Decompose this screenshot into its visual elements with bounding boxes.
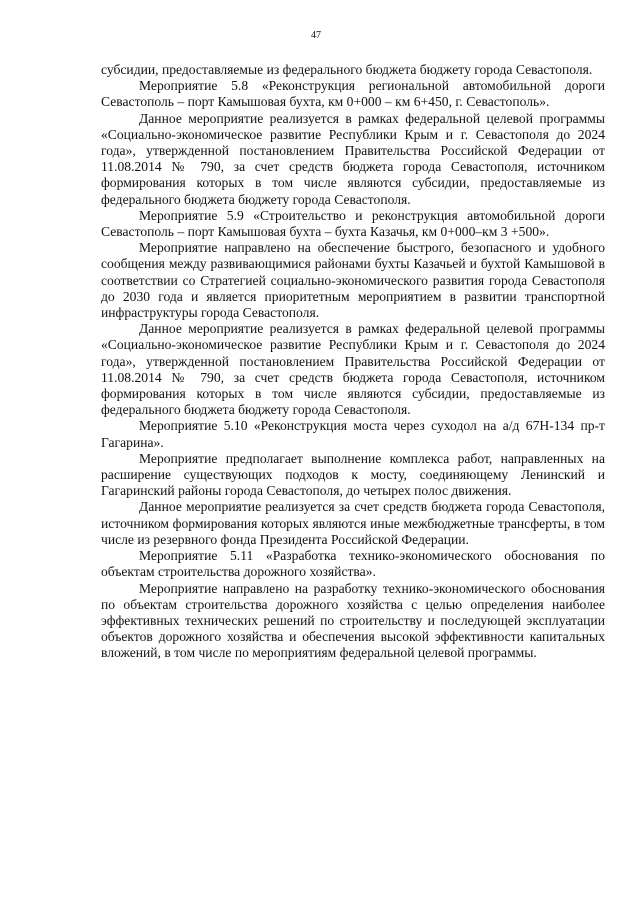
paragraph-measure-5-11-title: Мероприятие 5.11 «Разработка технико-экономического обоснования по объектам строительства дорожного хозяйства». xyxy=(101,548,605,580)
paragraph-measure-5-10-scope: Мероприятие предполагает выполнение комплекса работ, направленных на расширение существующих подходов к мосту, соединяющему Ленинский и Гагаринский районы города Севастополя, до четырех полос движения. xyxy=(101,450,605,499)
page-number: 47 xyxy=(311,30,321,41)
paragraph-measure-5-9-funding: Данное мероприятие реализуется в рамках федеральной целевой программы «Социально-экономическое развитие Республики Крым и г. Севастополя до 2024 года», утвержденной постановлением Правительства Российской Федерации от 11.08.2014 № 790, за счет средств бюджета города Севастополя, источником формирования которых в том числе являются субсидии, предоставляемые из федерального бюджета бюджету города Севастополя. xyxy=(101,321,605,418)
paragraph-measure-5-10-title: Мероприятие 5.10 «Реконструкция моста через суходол на а/д 67Н-134 пр-т Гагарина». xyxy=(101,418,605,450)
paragraph-continuation: субсидии, предоставляемые из федерального бюджета бюджету города Севастополя. xyxy=(101,62,593,77)
document-body xyxy=(101,62,605,662)
paragraph-measure-5-11-purpose: Мероприятие направлено на разработку технико-экономического обоснования по объектам строительства дорожного хозяйства с целью определения наиболее эффективных технических решений по строительству и последующей эксплуатации объектов дорожного хозяйства и обеспечения высокой эффективности капитальных вложений, в том числе по мероприятиям федеральной целевой программы. xyxy=(101,580,605,661)
paragraph-measure-5-8-title: Мероприятие 5.8 «Реконструкция региональной автомобильной дороги Севастополь – порт Камышовая бухта, км 0+000 – км 6+450, г. Севастополь». xyxy=(101,78,605,110)
paragraph-measure-5-9-title: Мероприятие 5.9 «Строительство и реконструкция автомобильной дороги Севастополь – порт Камышовая бухта – бухта Казачья, км 0+000–км 3 +500». xyxy=(101,207,605,240)
paragraph-measure-5-9-purpose: Мероприятие направлено на обеспечение быстрого, безопасного и удобного сообщения между развивающимися районами бухты Казачьей и бухтой Камышовой в соответствии со Стратегией социально-экономического развития города Севастополя до 2030 года и является приоритетным мероприятием в развитии транспортной инфраструктуры города Севастополя. xyxy=(101,240,605,321)
paragraph-measure-5-8-funding: Данное мероприятие реализуется в рамках федеральной целевой программы «Социально-экономическое развитие Республики Крым и г. Севастополя до 2024 года», утвержденной постановлением Правительства Российской Федерации от 11.08.2014 № 790, за счет средств бюджета города Севастополя, источником формирования которых в том числе являются субсидии, предоставляемые из федерального бюджета бюджету города Севастополя. xyxy=(101,110,605,207)
paragraph-measure-5-10-funding: Данное мероприятие реализуется за счет средств бюджета города Севастополя, источником формирования которых являются иные межбюджетные трансферты, в том числе из резервного фонда Президента Российской Федерации. xyxy=(101,499,605,547)
